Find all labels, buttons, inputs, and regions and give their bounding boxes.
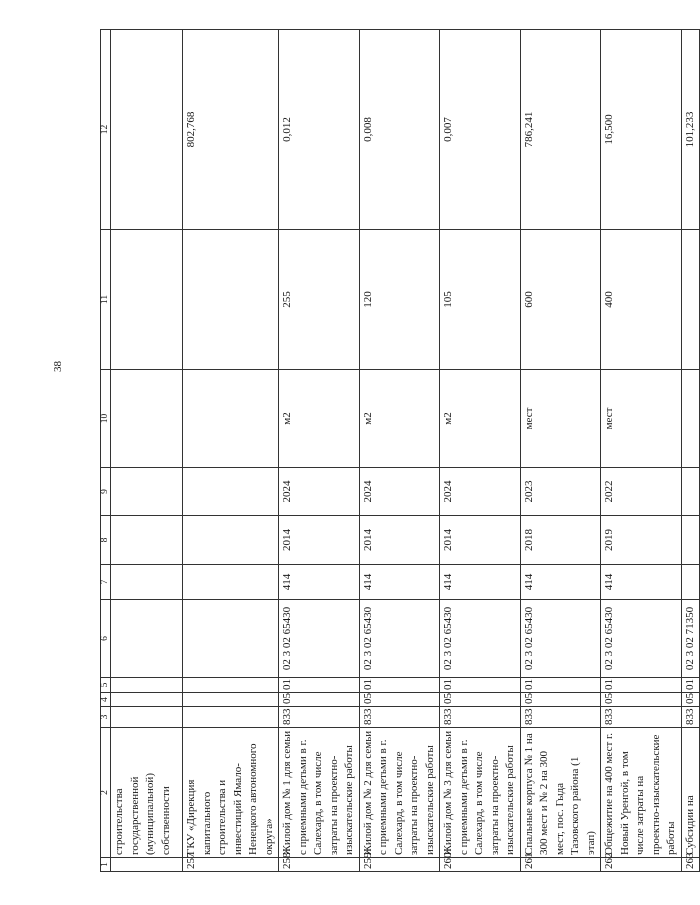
page-number: 38: [52, 361, 64, 372]
col-capacity: 120: [359, 230, 440, 370]
col-start-year: 2014: [359, 516, 440, 565]
col-unit: м2: [359, 370, 440, 468]
col-capacity: 105: [440, 230, 521, 370]
col-start-year: [681, 516, 700, 565]
col-start-year: 2014: [440, 516, 521, 565]
column-header: 11: [101, 230, 111, 370]
col-expense-type: 414: [279, 565, 360, 600]
col-expense-type: [681, 565, 700, 600]
row-number: 263: [681, 858, 700, 872]
col-section: 05: [681, 693, 700, 707]
col-unit: [183, 370, 279, 468]
col-start-year: 2014: [279, 516, 360, 565]
col-capacity: [183, 230, 279, 370]
rotated-table-container: [100, 30, 696, 872]
col-section: 05: [520, 693, 601, 707]
col-target-article: 02 3 02 71350: [681, 600, 700, 678]
column-header: 9: [101, 468, 111, 516]
row-name: Жилой дом № 2 для семьи с приемными детьми в г. Салехард, в том числе затраты на проектно-изыскательские работы: [359, 728, 440, 858]
table-row: [111, 30, 183, 872]
col-amount: 16,500: [601, 30, 682, 230]
col-end-year: 2024: [359, 468, 440, 516]
row-name: ГКУ «Дирекция капитального строительства и инвестиций Ямало-Ненецкого автономного округа»: [183, 728, 279, 858]
col-section: [183, 693, 279, 707]
col-unit: мест: [601, 370, 682, 468]
col-unit: [681, 370, 700, 468]
row-name: Спальные корпуса № 1 на 300 мест и № 2 на 300 мест, пос. Гыда Тазовского района (1 этап): [520, 728, 601, 858]
col-capacity: 255: [279, 230, 360, 370]
row-number: [111, 858, 183, 872]
col-grbs: 833: [359, 707, 440, 728]
col-target-article: [111, 600, 183, 678]
row-name: строительства государственной (муниципальной) собственности: [111, 728, 183, 858]
col-end-year: [183, 468, 279, 516]
col-start-year: 2018: [520, 516, 601, 565]
col-amount: 786,241: [520, 30, 601, 230]
col-amount: 0,012: [279, 30, 360, 230]
col-amount: 101,233: [681, 30, 700, 230]
table-row: [520, 30, 601, 872]
column-header: 2: [101, 728, 111, 858]
row-name: Общежитие на 400 мест г. Новый Уренгой, в том числе затраты на проектно-изыскательские работы: [601, 728, 682, 858]
col-subsection: 01: [601, 678, 682, 693]
header-row: [101, 30, 111, 872]
col-subsection: 01: [359, 678, 440, 693]
column-header: 5: [101, 678, 111, 693]
table-body: [101, 30, 700, 872]
column-header: 7: [101, 565, 111, 600]
row-name: Жилой дом № 1 для семьи с приемными детьми в г. Салехард, в том числе затраты на проектно-изыскательские работы: [279, 728, 360, 858]
row-number: 260: [440, 858, 521, 872]
col-grbs: [111, 707, 183, 728]
column-header: 3: [101, 707, 111, 728]
col-amount: 802,768: [183, 30, 279, 230]
table-row: [681, 30, 700, 872]
col-end-year: 2022: [601, 468, 682, 516]
col-target-article: 02 3 02 65430: [520, 600, 601, 678]
col-grbs: 833: [520, 707, 601, 728]
col-expense-type: 414: [440, 565, 521, 600]
row-number: 258: [279, 858, 360, 872]
col-unit: мест: [520, 370, 601, 468]
row-name: Жилой дом № 3 для семьи с приемными детьми в г. Салехард, в том числе затраты на проектно-изыскательские работы: [440, 728, 521, 858]
col-start-year: [183, 516, 279, 565]
row-name: Субсидии на: [681, 728, 700, 858]
col-end-year: [681, 468, 700, 516]
table-row: [183, 30, 279, 872]
col-target-article: 02 3 02 65430: [359, 600, 440, 678]
col-end-year: [111, 468, 183, 516]
col-target-article: 02 3 02 65430: [601, 600, 682, 678]
row-number: 259: [359, 858, 440, 872]
col-unit: м2: [440, 370, 521, 468]
table-row: [601, 30, 682, 872]
col-section: 05: [359, 693, 440, 707]
column-header: 4: [101, 693, 111, 707]
col-amount: 0,007: [440, 30, 521, 230]
col-end-year: 2023: [520, 468, 601, 516]
col-subsection: 01: [279, 678, 360, 693]
col-section: 05: [440, 693, 521, 707]
col-start-year: 2019: [601, 516, 682, 565]
col-expense-type: [183, 565, 279, 600]
col-expense-type: 414: [520, 565, 601, 600]
col-unit: [111, 370, 183, 468]
column-header: 12: [101, 30, 111, 230]
row-number: 257: [183, 858, 279, 872]
col-expense-type: 414: [359, 565, 440, 600]
col-target-article: 02 3 02 65430: [279, 600, 360, 678]
table-row: [440, 30, 521, 872]
col-amount: 0,008: [359, 30, 440, 230]
col-section: 05: [279, 693, 360, 707]
col-grbs: 833: [440, 707, 521, 728]
col-end-year: 2024: [279, 468, 360, 516]
col-subsection: 01: [440, 678, 521, 693]
col-capacity: [681, 230, 700, 370]
col-grbs: [183, 707, 279, 728]
col-subsection: 01: [520, 678, 601, 693]
col-unit: м2: [279, 370, 360, 468]
col-subsection: [183, 678, 279, 693]
col-capacity: 600: [520, 230, 601, 370]
col-section: [111, 693, 183, 707]
col-amount: [111, 30, 183, 230]
col-capacity: 400: [601, 230, 682, 370]
col-start-year: [111, 516, 183, 565]
col-grbs: 833: [601, 707, 682, 728]
column-header: 1: [101, 858, 111, 872]
col-grbs: 833: [279, 707, 360, 728]
column-header: 8: [101, 516, 111, 565]
col-section: 05: [601, 693, 682, 707]
col-subsection: [111, 678, 183, 693]
row-number: 262: [601, 858, 682, 872]
table-row: [359, 30, 440, 872]
table-row: [279, 30, 360, 872]
row-number: 261: [520, 858, 601, 872]
column-header: 6: [101, 600, 111, 678]
col-target-article: 02 3 02 65430: [440, 600, 521, 678]
column-header: 10: [101, 370, 111, 468]
col-expense-type: 414: [601, 565, 682, 600]
col-capacity: [111, 230, 183, 370]
col-end-year: 2024: [440, 468, 521, 516]
col-grbs: 833: [681, 707, 700, 728]
col-target-article: [183, 600, 279, 678]
col-subsection: 01: [681, 678, 700, 693]
col-expense-type: [111, 565, 183, 600]
budget-table: [100, 29, 700, 872]
